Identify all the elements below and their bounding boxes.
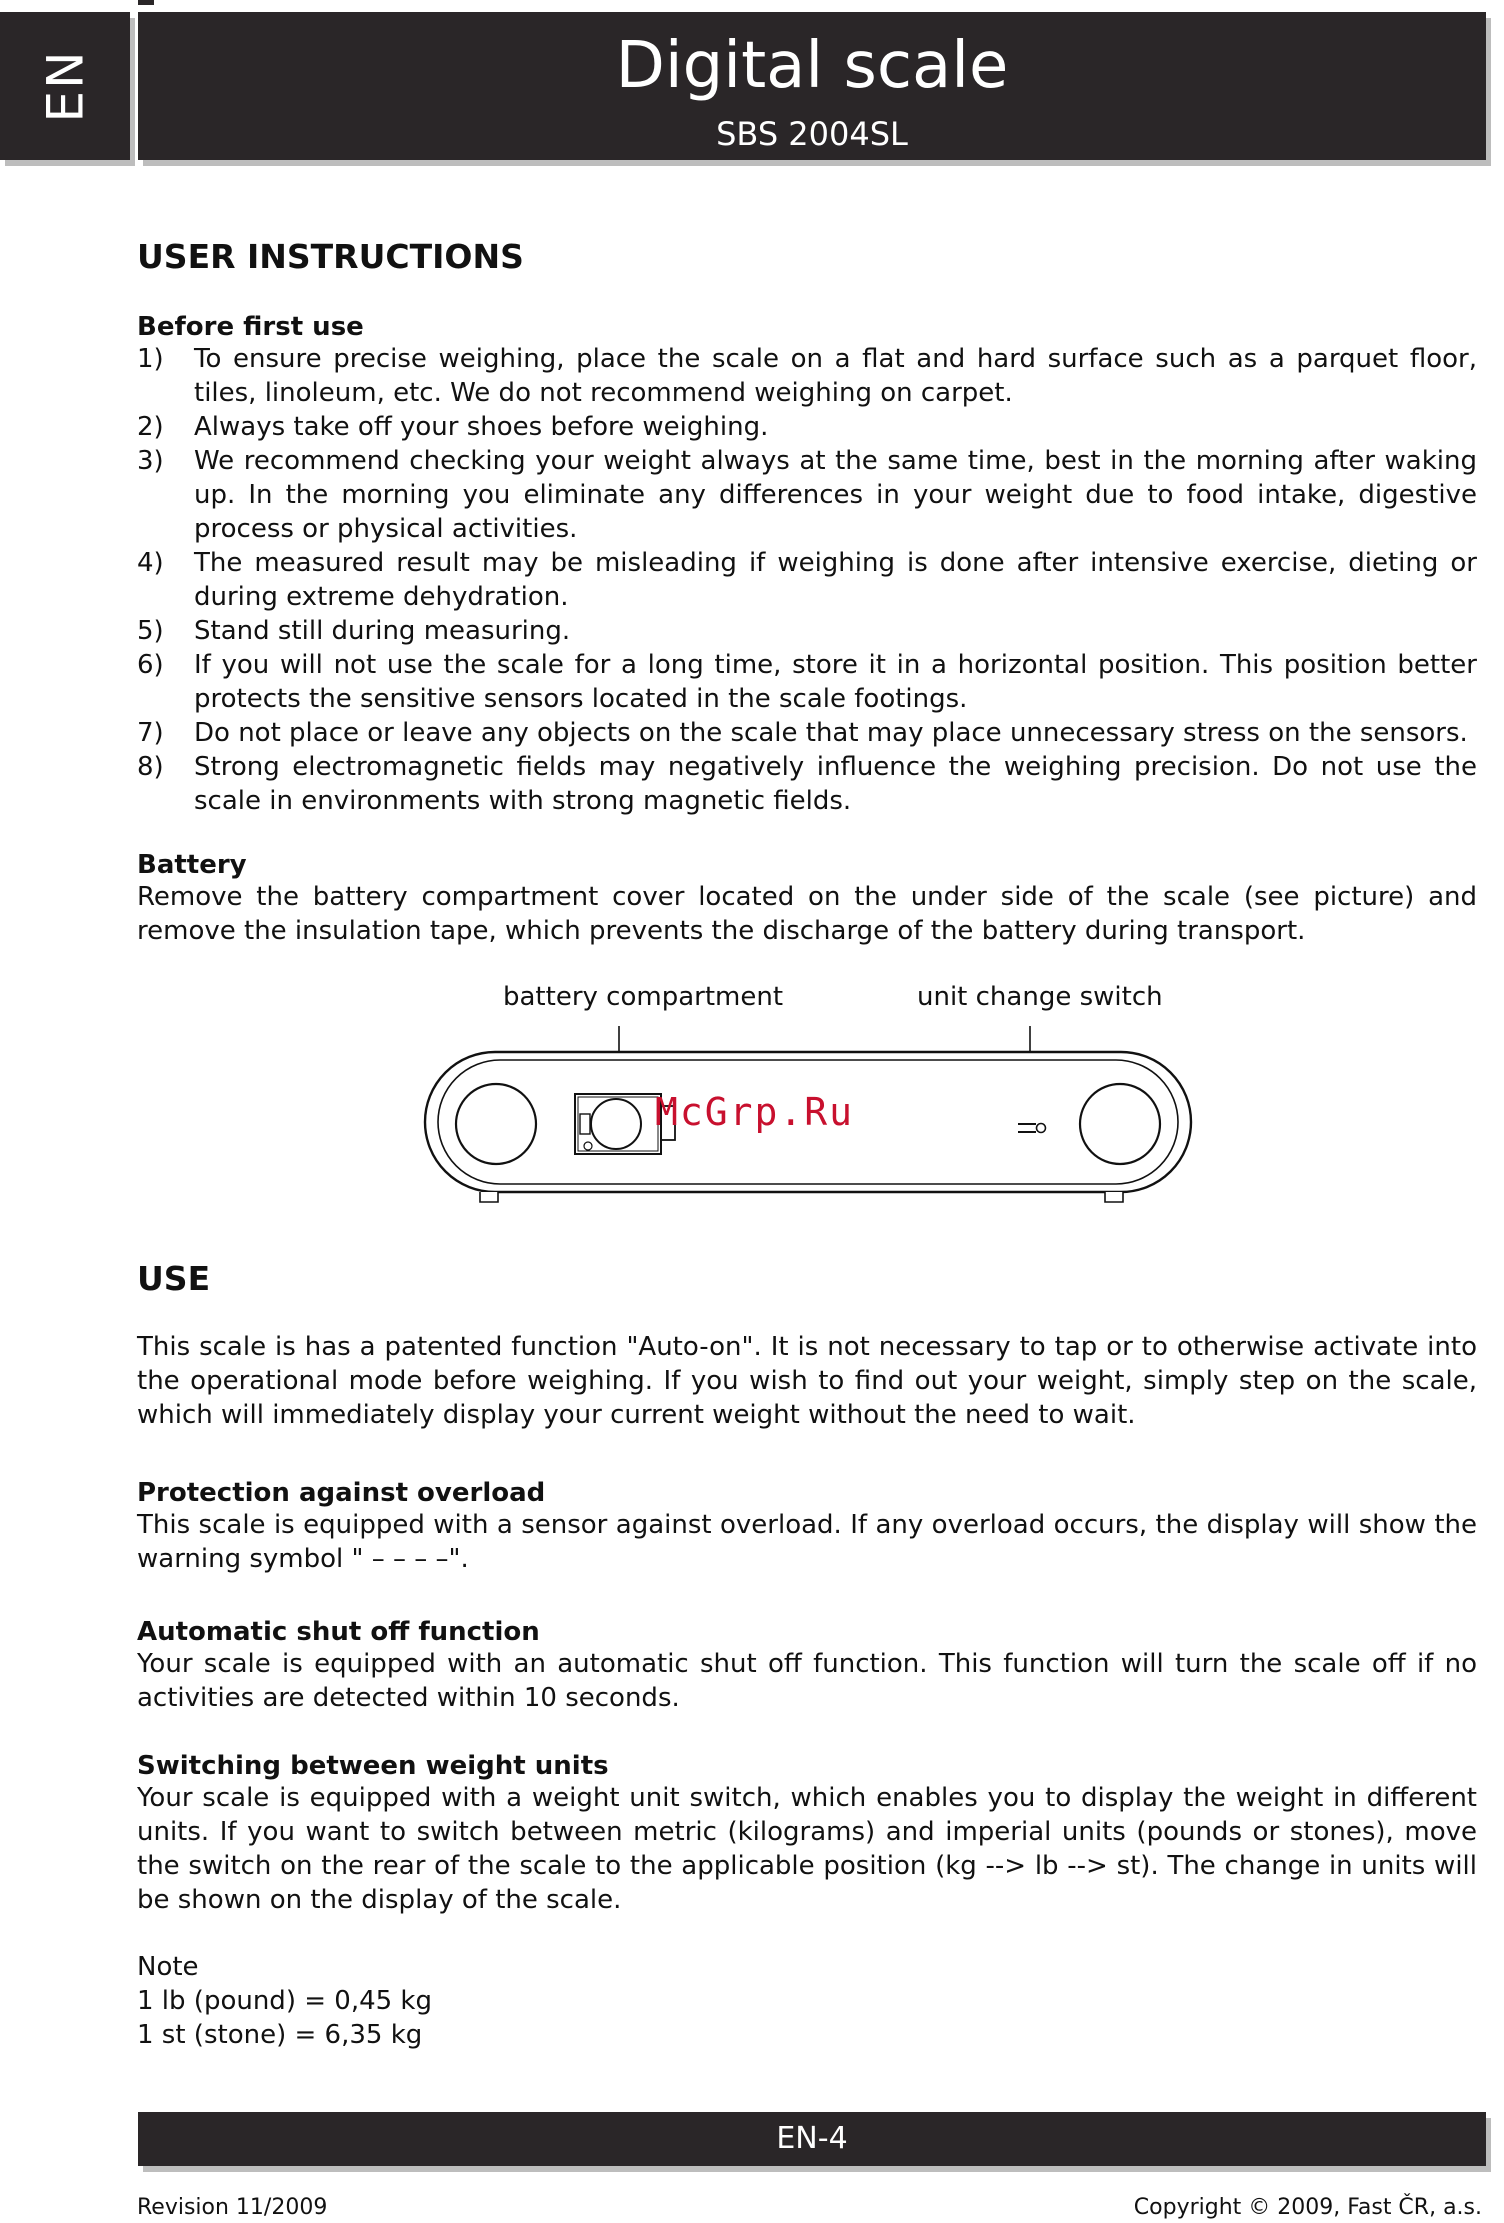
list-item: 7) Do not place or leave any objects on the scale that may place unnecessary stress on the sensors. (137, 718, 1468, 748)
list-item: 4) The measured result may be misleading if weighing is done after intensive exercise, dieting or during extreme dehydration. (137, 548, 1477, 612)
user-instructions-heading: USER INSTRUCTIONS (137, 237, 524, 276)
list-item: 6) If you will not use the scale for a long time, store it in a horizontal position. This position better protects the sensitive sensors located in the scale footings. (137, 650, 1477, 714)
list-item: 1) To ensure precise weighing, place the scale on a flat and hard surface such as a parquet floor, tiles, linoleum, etc. We do not recommend weighing on carpet. (137, 344, 1477, 408)
overload-text: This scale is equipped with a sensor against overload. If any overload occurs, the display will show the warning symbol " – – – –". (137, 1510, 1477, 1574)
language-label: EN (36, 49, 94, 123)
unit-switch-label: unit change switch (917, 982, 1163, 1012)
copyright-text: Copyright © 2009, Fast ČR, a.s. (1133, 2195, 1482, 2220)
shutoff-text: Your scale is equipped with an automatic shut off function. This function will turn the scale off if no activities are detected within 10 seconds. (137, 1649, 1477, 1713)
page-number: EN-4 (776, 2121, 848, 2156)
revision-text: Revision 11/2009 (137, 2195, 328, 2220)
page-title: Digital scale (615, 29, 1009, 103)
model-number: SBS 2004SL (716, 115, 908, 153)
before-first-use-title: Before first use (137, 312, 364, 342)
use-intro-text: This scale is has a patented function "Auto-on". It is not necessary to tap or to otherwise activate into the operational mode before weighing. If you wish to find out your weight, simply step on the scale, which will immediately display your current weight without the need to wait. (137, 1332, 1477, 1430)
language-tab (0, 12, 130, 160)
battery-text: Remove the battery compartment cover located on the under side of the scale (see picture) and remove the insulation tape, which prevents the discharge of the battery during transport. (137, 882, 1477, 946)
use-heading: USE (137, 1259, 211, 1298)
right-base-foot (1105, 1192, 1123, 1202)
units-text: Your scale is equipped with a weight unit switch, which enables you to display the weight in different units. If you want to switch between metric (kilograms) and imperial units (pounds or stones), move the switch on the rear of the scale to the applicable position (kg --> lb --> st). The change in units will be shown on the display of the scale. (137, 1783, 1477, 1915)
list-item: 8) Strong electromagnetic fields may negatively influence the weighing precision. Do not use the scale in environments with strong magnetic fields. (137, 752, 1477, 816)
battery-compartment-label: battery compartment (503, 982, 784, 1012)
units-title: Switching between weight units (137, 1751, 609, 1781)
page-number-bar (138, 2112, 1486, 2166)
note-title: Note (137, 1952, 199, 1982)
list-item: 2) Always take off your shoes before weighing. (137, 412, 769, 442)
header-accent (138, 0, 154, 5)
note-line-stone: 1 st (stone) = 6,35 kg (137, 2020, 423, 2050)
list-item: 3) We recommend checking your weight always at the same time, best in the morning after waking up. In the morning you eliminate any differences in your weight due to food intake, digestive process or physical activities. (137, 446, 1477, 544)
watermark: McGrp.Ru (655, 1090, 855, 1134)
title-bar (138, 12, 1486, 160)
battery-title: Battery (137, 850, 247, 880)
list-item: 5) Stand still during measuring. (137, 616, 571, 646)
shutoff-title: Automatic shut off function (137, 1617, 540, 1647)
before-first-use-list (137, 342, 1477, 818)
left-base-foot (480, 1192, 498, 1202)
note-line-pound: 1 lb (pound) = 0,45 kg (137, 1986, 432, 2016)
overload-title: Protection against overload (137, 1478, 546, 1508)
